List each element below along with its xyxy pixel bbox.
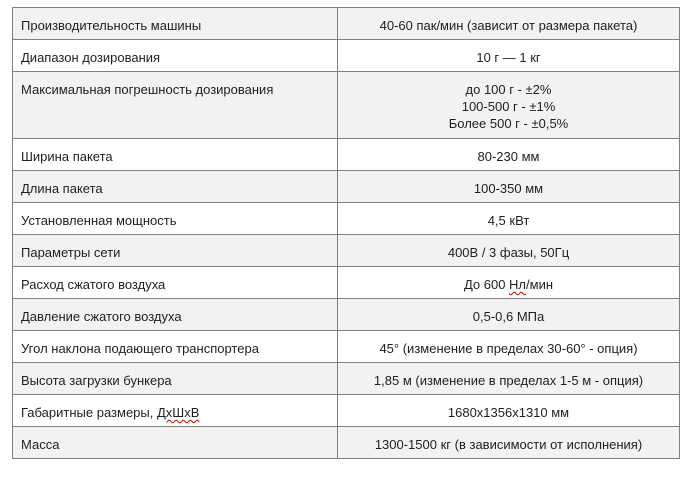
value-cell	[338, 267, 680, 299]
value-line: 100-350 мм	[473, 181, 544, 196]
param-cell: Диапазон дозирования	[13, 40, 338, 72]
value-line: 100-500 г - ±1%	[461, 99, 556, 114]
value-line: 0,5-0,6 МПа	[472, 309, 545, 324]
value-line: Более 500 г - ±0,5%	[448, 116, 569, 131]
value-cell	[338, 299, 680, 331]
spellcheck-marked-text[interactable]: Нл	[509, 277, 527, 292]
table-row	[13, 331, 680, 363]
value-line	[346, 276, 671, 293]
value-text: /мин	[526, 277, 554, 292]
value-cell	[338, 427, 680, 459]
param-text: Габаритные размеры,	[21, 405, 157, 420]
param-cell	[13, 395, 338, 427]
value-cell	[338, 331, 680, 363]
param-cell: Установленная мощность	[13, 203, 338, 235]
table-row	[13, 235, 680, 267]
value-line: 45° (изменение в пределах 30-60° - опция)	[379, 341, 638, 356]
table-row	[13, 171, 680, 203]
value-line: 80-230 мм	[477, 149, 540, 164]
value-line: до 100 г - ±2%	[465, 82, 552, 97]
value-cell	[338, 40, 680, 72]
table-row	[13, 363, 680, 395]
param-cell: Параметры сети	[13, 235, 338, 267]
spellcheck-marked-text[interactable]: ДхШхВ	[156, 405, 200, 420]
value-line: 40-60 пак/мин (зависит от размера пакета)	[379, 18, 638, 33]
value-line: 1,85 м (изменение в пределах 1-5 м - опция)	[373, 373, 644, 388]
value-line: 400В / 3 фазы, 50Гц	[447, 245, 570, 260]
param-cell: Ширина пакета	[13, 139, 338, 171]
value-cell	[338, 363, 680, 395]
param-cell: Производительность машины	[13, 8, 338, 40]
value-cell	[338, 171, 680, 203]
table-row	[13, 203, 680, 235]
param-cell: Длина пакета	[13, 171, 338, 203]
value-line: 1300-1500 кг (в зависимости от исполнения)	[374, 437, 643, 452]
param-cell: Угол наклона подающего транспортера	[13, 331, 338, 363]
param-cell: Высота загрузки бункера	[13, 363, 338, 395]
value-text: До 600	[463, 277, 510, 292]
value-cell	[338, 8, 680, 40]
param-cell: Максимальная погрешность дозирования	[13, 72, 338, 139]
value-cell	[338, 72, 680, 139]
table-row	[13, 427, 680, 459]
value-cell	[338, 139, 680, 171]
table-row	[13, 8, 680, 40]
table-row	[13, 299, 680, 331]
table-row	[13, 72, 680, 139]
param-cell: Давление сжатого воздуха	[13, 299, 338, 331]
value-cell	[338, 235, 680, 267]
specifications-table	[12, 7, 680, 459]
value-line: 1680x1356x1310 мм	[447, 405, 570, 420]
table-row	[13, 267, 680, 299]
table-row	[13, 395, 680, 427]
value-line: 10 г — 1 кг	[476, 50, 541, 65]
value-cell	[338, 395, 680, 427]
param-cell: Расход сжатого воздуха	[13, 267, 338, 299]
table-row	[13, 40, 680, 72]
value-line: 4,5 кВт	[487, 213, 530, 228]
value-cell	[338, 203, 680, 235]
param-cell: Масса	[13, 427, 338, 459]
table-row	[13, 139, 680, 171]
